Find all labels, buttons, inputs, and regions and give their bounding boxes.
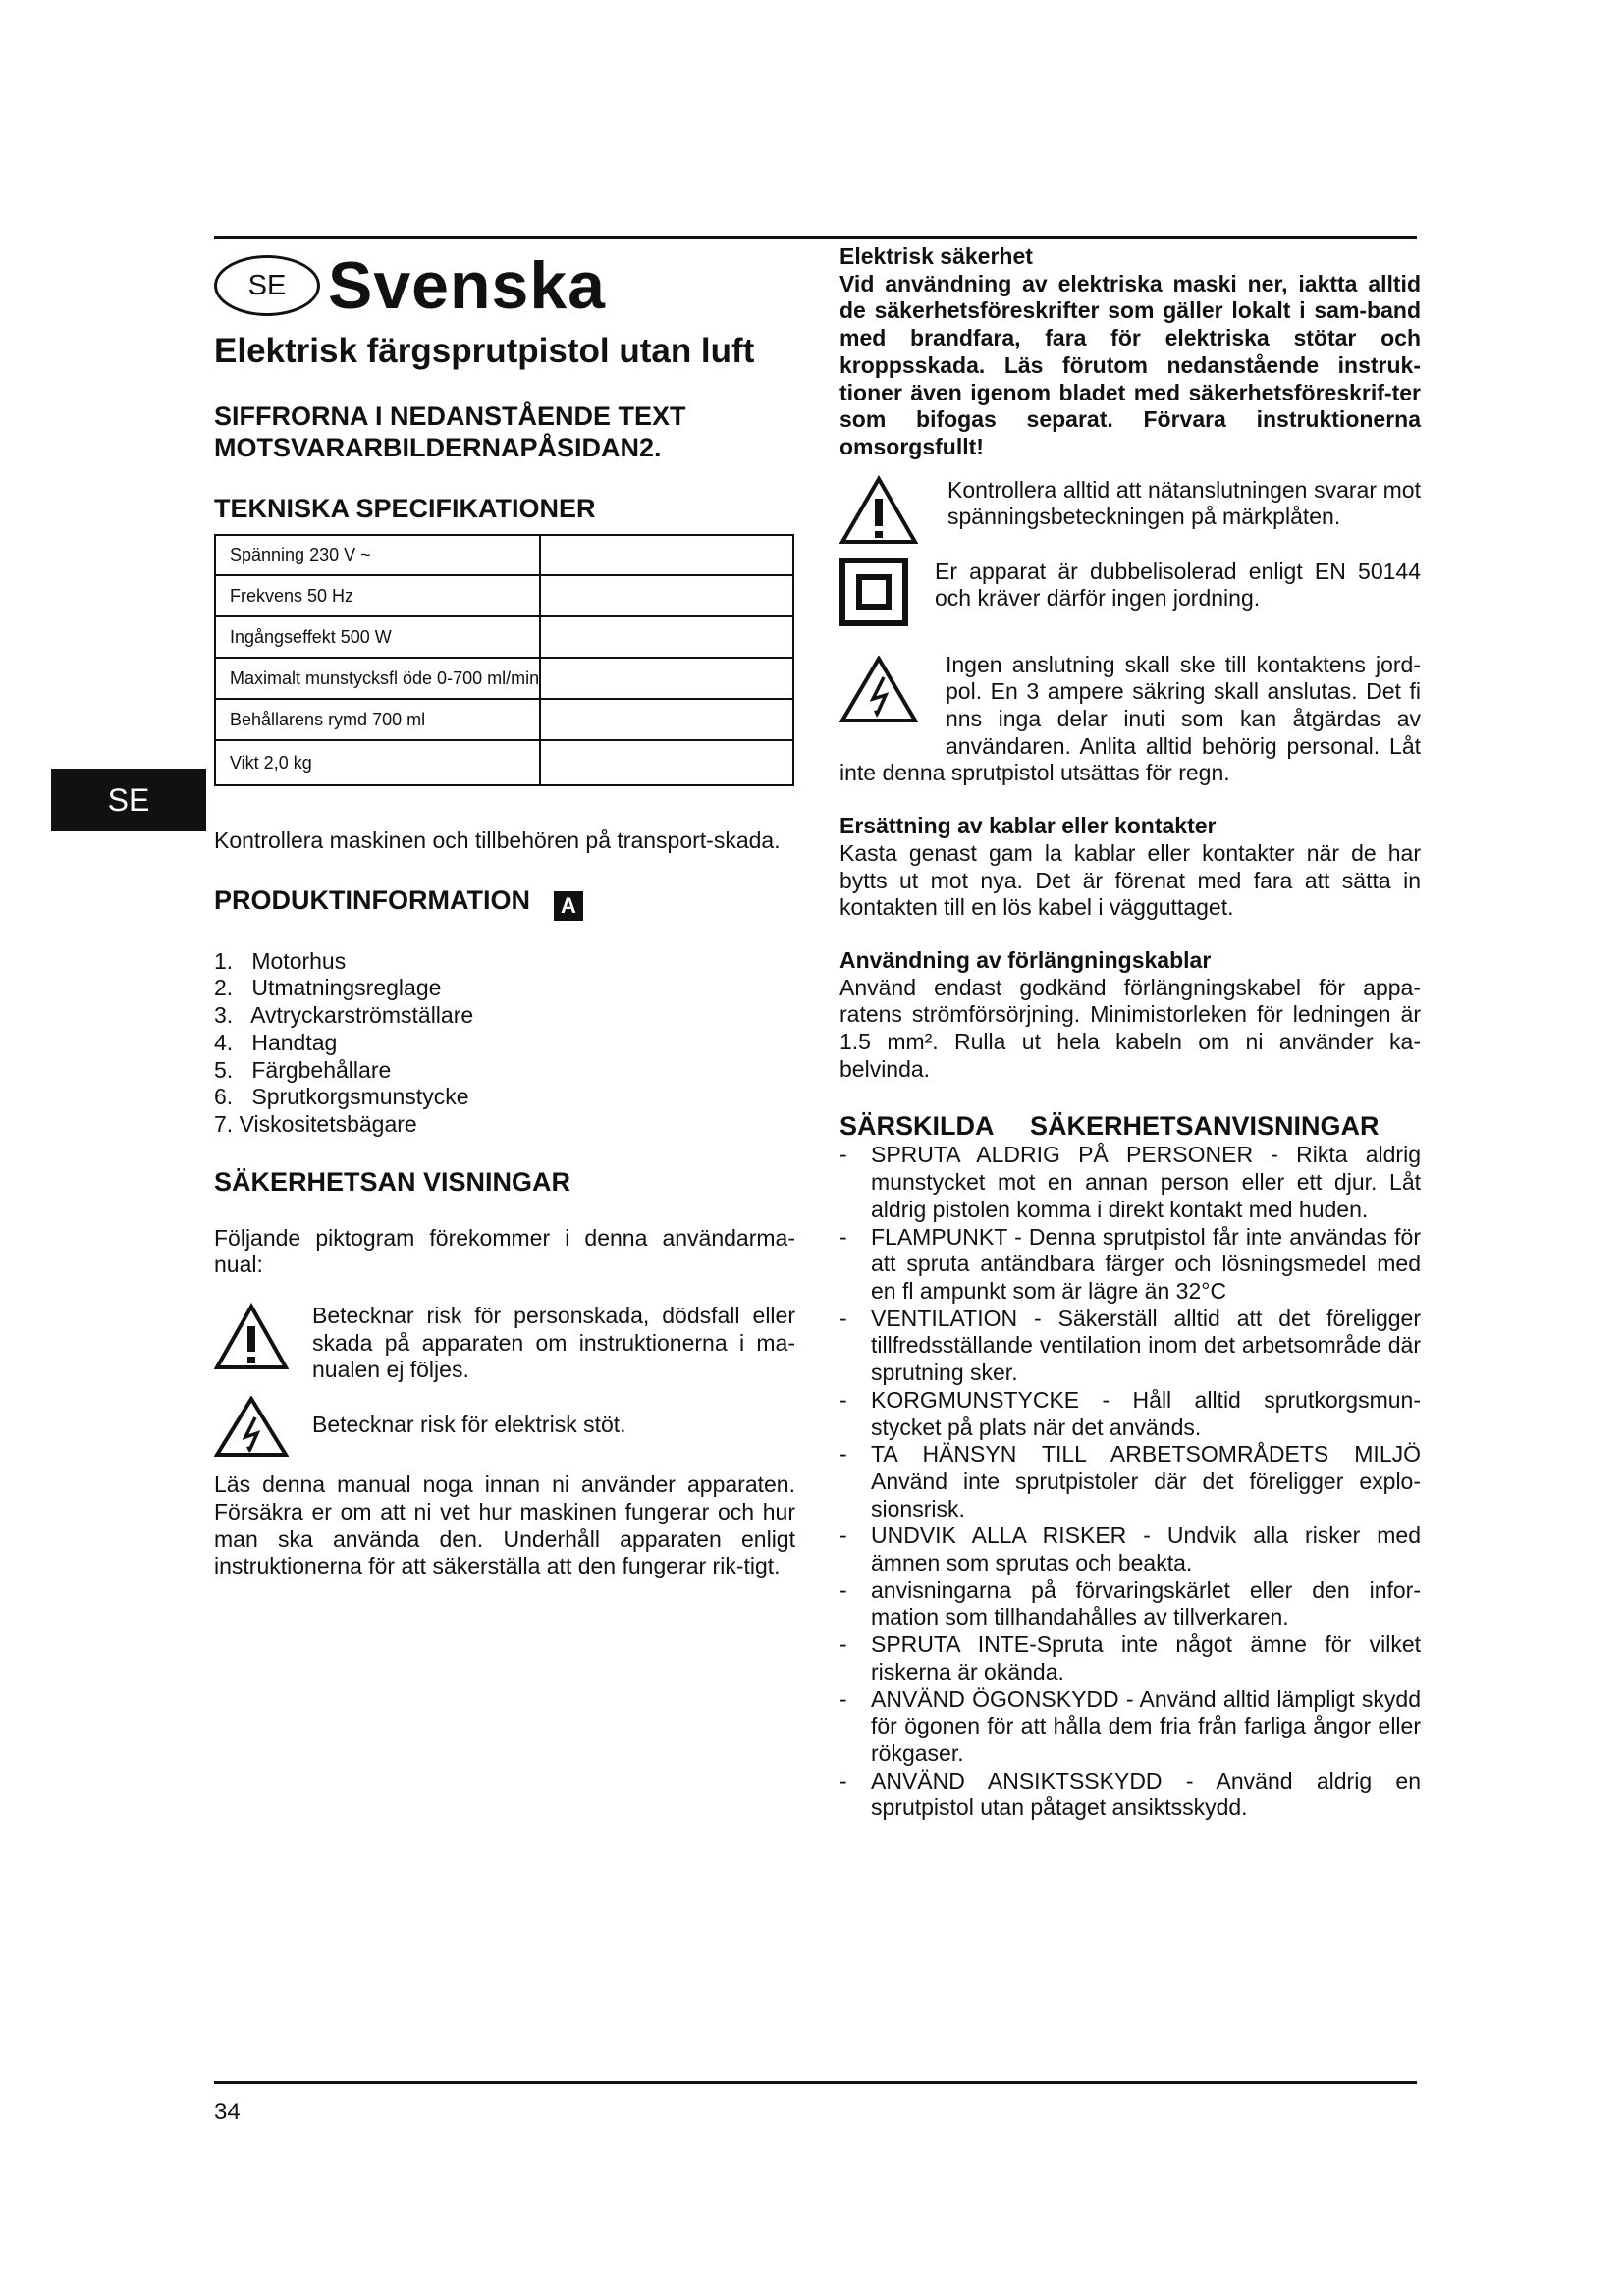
list-item: - KORGMUNSTYCKE - Håll alltid sprutkorgsmun-stycket på plats när det används. bbox=[839, 1386, 1421, 1440]
spec-value-cell bbox=[540, 616, 793, 658]
list-item-text: SPRUTA ALDRIG PÅ PERSONER - Rikta aldrig munstycket mot en annan person eller ett djur. Låt aldrig pistolen komma i direkt kontakt med huden. bbox=[871, 1142, 1421, 1222]
special-safety-list bbox=[839, 1142, 1421, 1822]
list-item: 5. Färgbehållare bbox=[214, 1056, 392, 1083]
special-safety-heading: SÄRSKILDA SÄKERHETSANVISNINGAR bbox=[839, 1111, 1380, 1142]
top-rule bbox=[214, 236, 1417, 239]
extension-heading: Användning av förlängningskablar bbox=[839, 946, 1212, 973]
pictogram-intro: Följande piktogram förekommer i denna användarma-nual: bbox=[214, 1224, 795, 1278]
specs-heading: TEKNISKA SPECIFIKATIONER bbox=[214, 494, 596, 523]
list-item-text: SPRUTA INTE-Spruta inte något ämne för vilket riskerna är okända. bbox=[871, 1631, 1421, 1684]
electric-shock-icon bbox=[214, 1396, 312, 1464]
cable-text: Kasta genast gam la kablar eller kontakter när de har bytts ut mot nya. Det är förenat med fara att sätta in kontakten till en lös kabel i vägguttaget. bbox=[839, 839, 1421, 921]
list-item: 7. Viskositetsbägare bbox=[214, 1110, 417, 1137]
list-item-text: UNDVIK ALLA RISKER - Undvik alla risker med ämnen som sprutas och beakta. bbox=[871, 1522, 1421, 1576]
language-badge bbox=[214, 255, 320, 316]
language-badge-label: SE bbox=[247, 269, 287, 301]
spec-cell: Spänning 230 V ~ bbox=[215, 535, 540, 575]
language-title: Svenska bbox=[328, 248, 606, 323]
table-row bbox=[215, 740, 793, 785]
electric-safety-intro: Vid användning av elektriska maski ner, iaktta alltid de säkerhetsföreskrifter som gäller lokalt i sam-band med brandfara, fara för elektriska stötar och kroppsskada. Läs förutom nedanstående instruk-tioner även igenom bladet med säkerhetsföreskrif-ter som bifogas separat. Förvara instruktionerna omsorgsfullt! bbox=[839, 270, 1421, 459]
electric-shock-icon bbox=[839, 656, 918, 729]
voltage-check-text: Kontrollera alltid att nätanslutningen svarar mot spänningsbeteckningen på märkplåten. bbox=[947, 476, 1421, 530]
list-item: - UNDVIK ALLA RISKER - Undvik alla risker med ämnen som sprutas och beakta. bbox=[839, 1522, 1421, 1576]
product-heading-label: PRODUKTINFORMATION bbox=[214, 884, 530, 915]
warning-exclamation-icon bbox=[214, 1303, 312, 1376]
warning-danger-text: Betecknar risk för personskada, dödsfall eller skada på apparaten om instruktionerna i ma-nualen ej följes. bbox=[312, 1303, 795, 1383]
list-item: 3. Avtryckarströmställare bbox=[214, 1002, 474, 1029]
list-item: - TA HÄNSYN TILL ARBETSOMRÅDETS MILJÖ Använd inte sprutpistoler där det föreligger explo-sionsrisk. bbox=[839, 1441, 1421, 1522]
left-column bbox=[214, 243, 795, 1580]
spec-value-cell bbox=[540, 740, 793, 785]
product-heading bbox=[214, 884, 795, 921]
list-item: - ANVÄND ANSIKTSSKYDD - Använd aldrig en sprutpistol utan påtaget ansiktsskydd. bbox=[839, 1767, 1421, 1821]
list-item: - SPRUTA INTE-Spruta inte något ämne för vilket riskerna är okända. bbox=[839, 1631, 1421, 1684]
bottom-rule bbox=[214, 2081, 1417, 2084]
double-insulation-row bbox=[839, 557, 1421, 632]
list-item-text: VENTILATION - Säkerställ alltid att det föreligger tillfredsställande ventilation inom det arbetsområde där sprutning sker. bbox=[871, 1305, 1421, 1386]
list-item: 6. Sprutkorgsmunstycke bbox=[214, 1084, 469, 1110]
figures-note-line-2: MOTSVARARBILDERNAPÅSIDAN2. bbox=[214, 433, 662, 462]
spec-value-cell bbox=[540, 699, 793, 740]
specs-table bbox=[214, 534, 794, 786]
spec-cell: Vikt 2,0 kg bbox=[215, 740, 540, 785]
spec-value-cell bbox=[540, 535, 793, 575]
title-row bbox=[214, 243, 795, 328]
product-list bbox=[214, 948, 795, 1139]
list-item-text: TA HÄNSYN TILL ARBETSOMRÅDETS MILJÖ Använd inte sprutpistoler där det föreligger explo-sionsrisk. bbox=[871, 1441, 1421, 1522]
list-item: - ANVÄND ÖGONSKYDD - Använd alltid lämpligt skydd för ögonen för att hålla dem fria från farliga ångor eller rökgaser. bbox=[839, 1685, 1421, 1766]
list-item: - SPRUTA ALDRIG PÅ PERSONER - Rikta aldrig munstycket mot en annan person eller ett djur. Låt aldrig pistolen komma i direkt kontakt med huden. bbox=[839, 1142, 1421, 1222]
spec-value-cell bbox=[540, 575, 793, 616]
list-item: 4. Handtag bbox=[214, 1029, 338, 1055]
grounding-text: Ingen anslutning skall ske till kontaktens jord-pol. En 3 ampere säkring skall anslutas. Det fi nns inga delar inuti som kan åtgärdas av användaren. Anlita alltid behörig personal. Låt inte denna sprutpistol utsättas för regn. bbox=[839, 651, 1421, 786]
list-item: 2. Utmatningsreglage bbox=[214, 975, 442, 1001]
list-item: - VENTILATION - Säkerställ alltid att det föreligger tillfredsställande ventilation inom det arbetsområde där sprutning sker. bbox=[839, 1305, 1421, 1386]
electric-safety-heading: Elektrisk säkerhet bbox=[839, 243, 1033, 269]
language-side-tab bbox=[51, 769, 206, 831]
list-item: 1. Motorhus bbox=[214, 947, 347, 974]
warning-shock-text: Betecknar risk för elektrisk stöt. bbox=[312, 1412, 626, 1438]
list-item-text: ANVÄND ÖGONSKYDD - Använd alltid lämpligt skydd för ögonen för att hålla dem fria från farliga ångor eller rökgaser. bbox=[871, 1685, 1421, 1766]
spec-cell: Maximalt munstycksfl öde 0-700 ml/min bbox=[215, 658, 540, 699]
table-row bbox=[215, 616, 793, 658]
list-item-text: ANVÄND ANSIKTSSKYDD - Använd aldrig en sprutpistol utan påtaget ansiktsskydd. bbox=[871, 1767, 1421, 1821]
spec-cell: Behållarens rymd 700 ml bbox=[215, 699, 540, 740]
grounding-row bbox=[839, 652, 1421, 788]
list-item: - FLAMPUNKT - Denna sprutpistol får inte användas för att spruta antändbara färger och lösningsmedel med en fl ampunkt som är lägre än 32°C bbox=[839, 1223, 1421, 1304]
list-item: - anvisningarna på förvaringskärlet eller den infor-mation som tillhandahålles av tillverkaren. bbox=[839, 1576, 1421, 1630]
figure-a-badge: A bbox=[554, 891, 583, 921]
double-insulation-text: Er apparat är dubbelisolerad enligt EN 50144 och kräver därför ingen jordning. bbox=[935, 558, 1421, 612]
page-title: Elektrisk färgsprutpistol utan luft bbox=[214, 332, 755, 370]
warning-exclamation-icon bbox=[839, 475, 947, 551]
page-number: 34 bbox=[214, 2099, 241, 2125]
figures-note bbox=[214, 400, 795, 463]
list-item-text: KORGMUNSTYCKE - Håll alltid sprutkorgsmun-stycket på plats när det används. bbox=[871, 1386, 1421, 1440]
spec-cell: Frekvens 50 Hz bbox=[215, 575, 540, 616]
spec-value-cell bbox=[540, 658, 793, 699]
figures-note-line-1: SIFFRORNA I NEDANSTÅENDE TEXT bbox=[214, 401, 686, 431]
table-row bbox=[215, 658, 793, 699]
list-item-text: FLAMPUNKT - Denna sprutpistol får inte användas för att spruta antändbara färger och lösningsmedel med en fl ampunkt som är lägre än 32°C bbox=[871, 1223, 1421, 1304]
table-row bbox=[215, 575, 793, 616]
warning-danger-row bbox=[214, 1303, 795, 1384]
extension-text: Använd endast godkänd förlängningskabel för appa-ratens strömförsörjning. Minimistorleken för ledningen är 1.5 mm². Rulla ut hela kabeln om ni använder ka-belvinda. bbox=[839, 974, 1421, 1082]
safety-heading: SÄKERHETSAN VISNINGAR bbox=[214, 1166, 571, 1197]
warning-shock-row bbox=[214, 1396, 795, 1464]
double-insulation-icon bbox=[839, 557, 935, 632]
right-column bbox=[839, 243, 1421, 1822]
transport-note: Kontrollera maskinen och tillbehören på transport-skada. bbox=[214, 828, 781, 853]
table-row bbox=[215, 535, 793, 575]
side-tab-label: SE bbox=[107, 781, 150, 818]
list-item-text: anvisningarna på förvaringskärlet eller den infor-mation som tillhandahålles av tillverkaren. bbox=[871, 1576, 1421, 1630]
spec-cell: Ingångseffekt 500 W bbox=[215, 616, 540, 658]
read-manual-text: Läs denna manual noga innan ni använder apparaten. Försäkra er om att ni vet hur maskinen fungerar och hur man ska använda den. Underhåll apparaten enligt instruktionerna för att säkerställa att den fungerar rik-tigt. bbox=[214, 1471, 795, 1579]
voltage-check-row bbox=[839, 475, 1421, 551]
cable-heading: Ersättning av kablar eller kontakter bbox=[839, 813, 1217, 839]
table-row bbox=[215, 699, 793, 740]
